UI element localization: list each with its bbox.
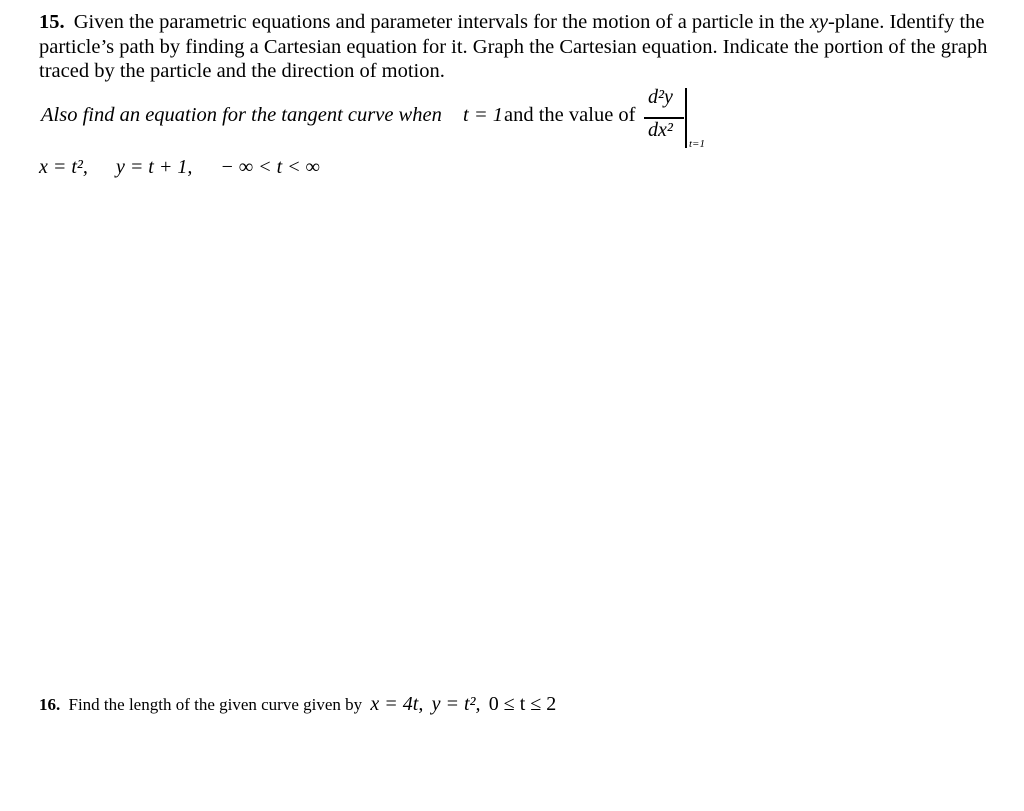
and-value-of-text: and the value of xyxy=(504,104,636,126)
problem-15-statement xyxy=(39,10,989,84)
parameter-interval: − ∞ < t < ∞ xyxy=(220,156,320,178)
problem-15-number: 15. xyxy=(39,11,65,33)
derivative-numerator: d²y xyxy=(648,86,673,108)
problem-15 xyxy=(39,10,989,84)
equation-y: y = t + 1, xyxy=(115,156,193,178)
problem-16-text: Find the length of the given curve given by xyxy=(68,695,363,714)
problem-15-equations xyxy=(39,156,320,179)
also-find-text: Also find an equation for the tangent curve when xyxy=(41,104,442,126)
problem-16-equation-x: x = 4t, xyxy=(370,693,424,715)
problem-16-interval: 0 ≤ t ≤ 2 xyxy=(488,693,557,715)
problem-16 xyxy=(39,693,556,716)
t-equals-one: t = 1 xyxy=(463,104,504,126)
xy-plane-term: xy xyxy=(809,11,828,33)
problem-16-equation-y: y = t², xyxy=(431,693,481,715)
problem-15-text-part2: -plane. Identify the particle’s path by finding a Cartesian equation for it. Graph the Cartesian equation. Indicate the portion of the graph traced by the particle and the direction of motion. xyxy=(39,11,988,82)
equation-x: x = t², xyxy=(39,156,88,178)
evaluation-bar xyxy=(685,88,687,148)
evaluated-at: t=1 xyxy=(689,138,705,150)
problem-16-number: 16. xyxy=(39,695,61,714)
problem-15-text-part1: Given the parametric equations and parameter intervals for the motion of a particle in the xyxy=(73,11,805,33)
derivative-denominator: dx² xyxy=(648,119,673,141)
